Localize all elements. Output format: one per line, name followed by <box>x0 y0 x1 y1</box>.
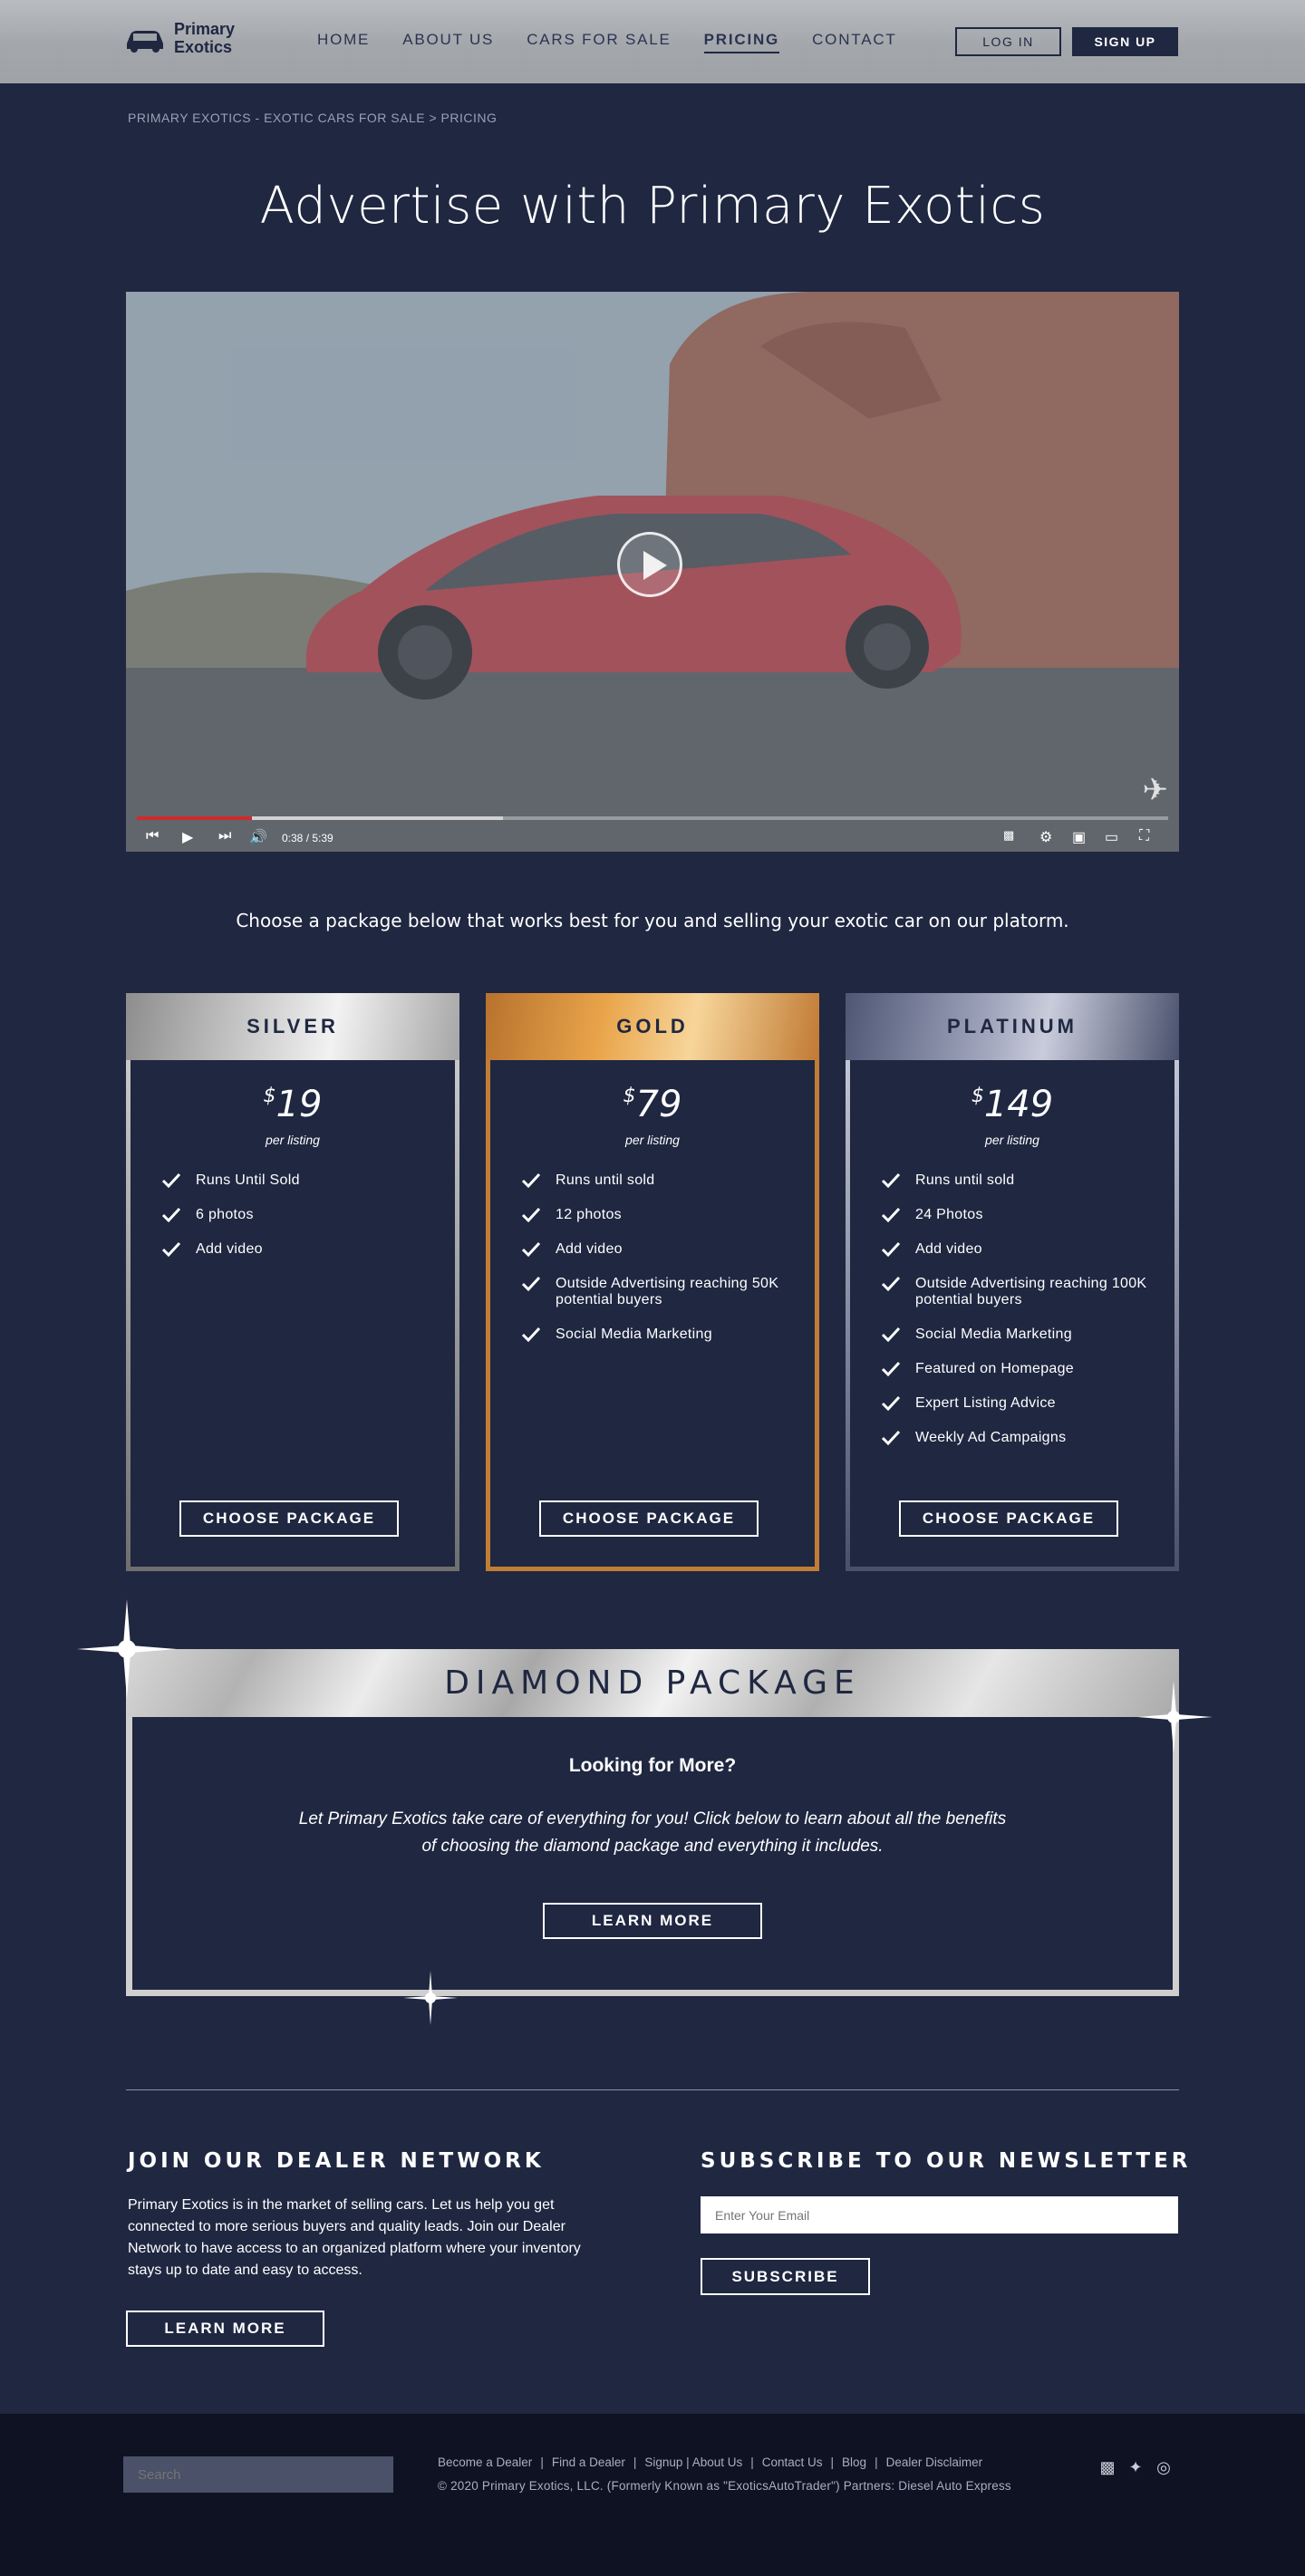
price-value: 149 <box>983 1084 1054 1125</box>
diamond-description: Let Primary Exotics take care of everything for you! Click below to learn about all the benefits of choosing the diamond package and everything it includes. <box>298 1809 1007 1856</box>
feature-text: Outside Advertising reaching 50K potential buyers <box>556 1276 779 1307</box>
diamond-package-body <box>126 1717 1179 1996</box>
volume-icon[interactable]: 🔊 <box>249 830 267 845</box>
package-card-silver <box>126 993 459 1571</box>
footer-link-contact[interactable]: Contact Us <box>761 2455 823 2469</box>
feature-item <box>521 1241 793 1258</box>
link-separator: | <box>750 2455 754 2469</box>
feature-text: Featured on Homepage <box>915 1361 1074 1376</box>
currency-symbol: $ <box>263 1085 276 1107</box>
checkmark-icon <box>521 1276 541 1292</box>
feature-item <box>521 1327 793 1343</box>
play-overlay-button[interactable] <box>617 532 682 597</box>
checkmark-icon <box>881 1241 901 1258</box>
diamond-package-title: DIAMOND PACKAGE <box>126 1649 1179 1717</box>
video-player[interactable] <box>126 292 1179 852</box>
feature-text: Add video <box>196 1241 263 1257</box>
feature-text: Social Media Marketing <box>915 1327 1072 1342</box>
footer-link-signup-about[interactable]: Signup | About Us <box>644 2455 743 2469</box>
captions-icon[interactable]: ▩ <box>1003 828 1015 842</box>
feature-item <box>521 1172 793 1189</box>
fullscreen-icon[interactable]: ⛶ <box>1139 828 1150 844</box>
diamond-package-card <box>126 1649 1179 1996</box>
feature-list <box>521 1172 793 1361</box>
footer-link-dealer-disclaimer[interactable]: Dealer Disclaimer <box>885 2455 983 2469</box>
link-separator: | <box>540 2455 544 2469</box>
nav-home[interactable]: HOME <box>317 31 371 48</box>
checkmark-icon <box>521 1207 541 1223</box>
main-nav <box>317 31 930 53</box>
feature-text: 6 photos <box>196 1207 254 1222</box>
feature-text: Outside Advertising reaching 100K potential buyers <box>915 1276 1147 1307</box>
feature-item <box>881 1430 1153 1446</box>
footer-link-blog[interactable]: Blog <box>842 2455 867 2469</box>
package-name: SILVER <box>126 993 459 1060</box>
feature-text: Runs Until Sold <box>196 1172 300 1188</box>
feature-item <box>881 1327 1153 1343</box>
price-value: 19 <box>276 1084 323 1125</box>
section-divider <box>126 2089 1179 2090</box>
feature-list <box>161 1172 433 1276</box>
link-separator: | <box>633 2455 637 2469</box>
twitter-icon[interactable]: ✦ <box>1128 2457 1143 2476</box>
package-name: PLATINUM <box>846 993 1179 1060</box>
page-title: Advertise with Primary Exotics <box>259 177 1046 236</box>
pegasus-watermark-icon: ✈ <box>1142 773 1168 807</box>
dealer-network-title: JOIN OUR DEALER NETWORK <box>128 2149 545 2173</box>
footer-links <box>438 2455 982 2469</box>
theater-mode-icon[interactable]: ▭ <box>1105 830 1119 845</box>
nav-contact[interactable]: CONTACT <box>812 31 897 48</box>
progress-played <box>137 816 252 820</box>
feature-item <box>881 1241 1153 1258</box>
footer-link-find-dealer[interactable]: Find a Dealer <box>551 2455 625 2469</box>
feature-text: Runs until sold <box>915 1172 1015 1188</box>
miniplayer-icon[interactable]: ▣ <box>1072 830 1087 845</box>
package-price <box>130 1084 455 1125</box>
choose-package-button[interactable]: CHOOSE PACKAGE <box>179 1500 399 1537</box>
link-separator: | <box>830 2455 835 2469</box>
feature-item <box>161 1207 433 1223</box>
feature-text: 12 photos <box>556 1207 622 1222</box>
price-unit: per listing <box>625 1133 680 1147</box>
facebook-icon[interactable]: ▩ <box>1099 2457 1116 2476</box>
checkmark-icon <box>521 1327 541 1343</box>
feature-text: Social Media Marketing <box>556 1327 712 1342</box>
social-links <box>1097 2456 1181 2478</box>
play-icon[interactable]: ▶ <box>182 830 194 845</box>
package-price <box>850 1084 1174 1125</box>
nav-about-us[interactable]: ABOUT US <box>402 31 495 48</box>
package-card-gold <box>486 993 819 1571</box>
package-card-platinum <box>846 993 1179 1571</box>
footer-link-become-dealer[interactable]: Become a Dealer <box>438 2455 533 2469</box>
package-price <box>490 1084 815 1125</box>
feature-text: Add video <box>556 1241 623 1257</box>
feature-text: Runs until sold <box>556 1172 655 1188</box>
link-separator: | <box>875 2455 878 2469</box>
checkmark-icon <box>881 1327 901 1343</box>
video-time: 0:38 / 5:39 <box>282 832 334 844</box>
checkmark-icon <box>881 1395 901 1412</box>
checkmark-icon <box>521 1172 541 1189</box>
signup-button[interactable]: SIGN UP <box>1072 27 1178 56</box>
skip-forward-icon[interactable]: ⏭ <box>218 828 232 844</box>
feature-text: Add video <box>915 1241 982 1257</box>
sparkle-icon <box>399 1966 462 2030</box>
subscribe-button[interactable]: SUBSCRIBE <box>701 2258 870 2295</box>
dealer-learn-more-button[interactable]: LEARN MORE <box>126 2311 324 2347</box>
checkmark-icon <box>521 1241 541 1258</box>
feature-item <box>161 1241 433 1258</box>
feature-list <box>881 1172 1153 1464</box>
footer-search-input[interactable] <box>123 2456 393 2493</box>
price-unit: per listing <box>266 1133 320 1147</box>
car-logo-icon <box>123 20 167 56</box>
feature-item <box>881 1172 1153 1189</box>
login-button[interactable]: LOG IN <box>955 27 1061 56</box>
checkmark-icon <box>881 1361 901 1377</box>
sparkle-icon <box>1133 1676 1214 1758</box>
feature-item <box>881 1361 1153 1377</box>
currency-symbol: $ <box>623 1085 636 1107</box>
video-controls <box>126 825 1179 852</box>
breadcrumb[interactable]: PRIMARY EXOTICS - EXOTIC CARS FOR SALE > PRICING <box>128 111 498 125</box>
logo-line2: Exotics <box>174 38 233 56</box>
currency-symbol: $ <box>971 1085 984 1107</box>
feature-item <box>521 1207 793 1223</box>
checkmark-icon <box>881 1172 901 1189</box>
package-body <box>126 1060 459 1571</box>
price-unit: per listing <box>985 1133 1039 1147</box>
logo[interactable] <box>123 20 235 56</box>
newsletter-title: SUBSCRIBE TO OUR NEWSLETTER <box>701 2149 1192 2173</box>
nav-cars-for-sale[interactable]: CARS FOR SALE <box>527 31 672 48</box>
checkmark-icon <box>161 1207 181 1223</box>
package-body <box>486 1060 819 1571</box>
skip-back-icon[interactable]: ⏮ <box>146 828 160 844</box>
feature-item <box>881 1207 1153 1223</box>
checkmark-icon <box>161 1172 181 1189</box>
choose-package-button[interactable]: CHOOSE PACKAGE <box>899 1500 1118 1537</box>
package-body <box>846 1060 1179 1571</box>
feature-text: Expert Listing Advice <box>915 1395 1056 1411</box>
site-header <box>0 0 1305 83</box>
video-progress-bar[interactable] <box>137 816 1168 820</box>
dealer-network-text: Primary Exotics is in the market of selling cars. Let us help you get connected to more serious buyers and quality leads. Join our Dealer Network to have access to an organized platform where your inventory stays up to date and easy to access. <box>128 2197 581 2278</box>
feature-item <box>161 1172 433 1189</box>
choose-package-button[interactable]: CHOOSE PACKAGE <box>539 1500 759 1537</box>
feature-text: 24 Photos <box>915 1207 983 1222</box>
logo-line1: Primary <box>174 20 236 38</box>
checkmark-icon <box>881 1276 901 1292</box>
diamond-subtitle: Looking for More? <box>568 1755 737 1776</box>
instagram-icon[interactable]: ◎ <box>1156 2457 1171 2476</box>
feature-item <box>881 1276 1153 1308</box>
package-name: GOLD <box>486 993 819 1060</box>
site-footer <box>0 2414 1305 2576</box>
intro-text: Choose a package below that works best for you and selling your exotic car on our platorm. <box>236 910 1069 931</box>
checkmark-icon <box>161 1241 181 1258</box>
diamond-learn-more-button[interactable]: LEARN MORE <box>543 1903 762 1939</box>
nav-pricing[interactable]: PRICING <box>704 31 779 53</box>
feature-item <box>521 1276 793 1308</box>
checkmark-icon <box>881 1207 901 1223</box>
newsletter-email-input[interactable] <box>701 2196 1178 2233</box>
feature-text: Weekly Ad Campaigns <box>915 1430 1067 1445</box>
checkmark-icon <box>881 1430 901 1446</box>
feature-item <box>881 1395 1153 1412</box>
settings-gear-icon[interactable]: ⚙ <box>1039 830 1053 845</box>
price-value: 79 <box>635 1084 682 1125</box>
copyright-text: © 2020 Primary Exotics, LLC. (Formerly Known as "ExoticsAutoTrader") Partners: Diesel Auto Express <box>438 2479 1011 2493</box>
sparkle-icon <box>68 1590 186 1708</box>
